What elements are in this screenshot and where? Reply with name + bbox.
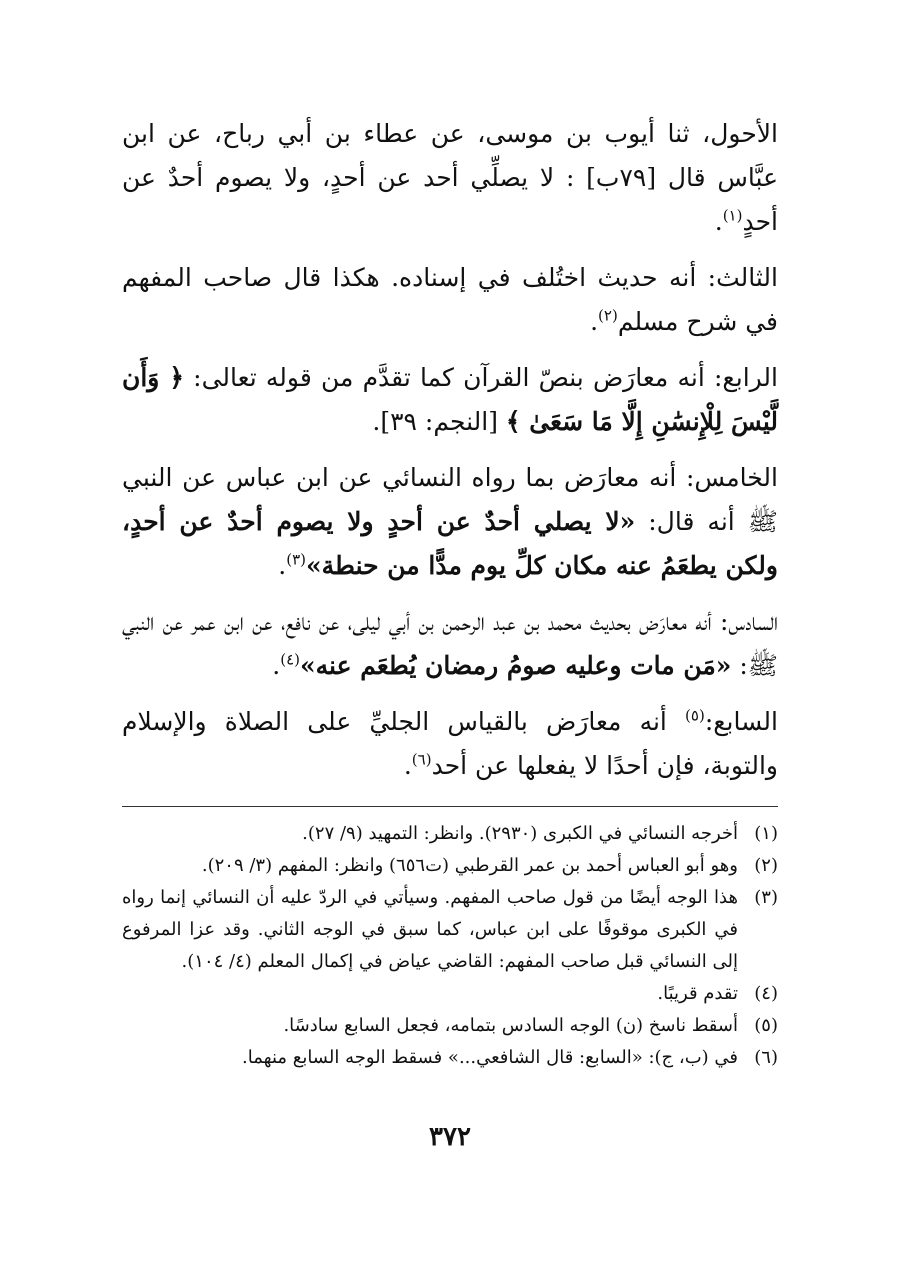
footnote (122, 978, 778, 1010)
footnote (122, 850, 778, 882)
footnote-number: (١) (754, 823, 778, 844)
paragraph-5 (122, 600, 778, 688)
paragraph-text: الثالث: أنه حديث اختُلف في إسناده. هكذا قال صاحب المفهم في شرح مسلم (122, 263, 778, 336)
footnote-number: (٣) (754, 887, 778, 908)
footnote-ref: (١) (722, 206, 743, 225)
verse-citation: [النجم: ٣٩]. (372, 407, 506, 436)
footnote (122, 1042, 778, 1074)
footnote-text: تقدم قريبًا. (657, 983, 738, 1004)
footnotes (122, 818, 778, 1074)
paragraph-text: الرابع: أنه معارَض بنصّ القرآن كما تقدَّم من قوله تعالى: (183, 363, 778, 392)
paragraph-4 (122, 456, 778, 588)
hadith-quote: «لا يصلي أحدٌ عن أحدٍ ولا يصوم أحدٌ عن أحدٍ، ولكن يطعَمُ عنه مكان كلِّ يوم مدًّا من حنطة» (122, 507, 778, 580)
paragraph-text: الأحول، ثنا أيوب بن موسى، عن عطاء بن أبي رباح، عن ابن عبَّاس قال [٧٩ب] : لا يصلِّي أحد عن أحدٍ، ولا يصوم أحدٌ عن أحدٍ (122, 119, 778, 236)
paragraph-1 (122, 112, 778, 244)
paragraph-lead: السابع: (704, 707, 778, 736)
paragraph-6 (122, 700, 778, 788)
paragraph-end: . (278, 551, 287, 580)
footnote-number: (٦) (754, 1047, 778, 1068)
paragraph-end: . (403, 751, 412, 780)
main-text (122, 112, 778, 800)
paragraph-2 (122, 256, 778, 344)
page-number: ٣٧٢ (429, 1122, 471, 1152)
footnote-text: في (ب، ج): «السابع: قال الشافعي...» فسقط الوجه السابع منهما. (242, 1047, 738, 1068)
footnote-ref: (٢) (598, 306, 618, 325)
footnote-ref: (٣) (286, 550, 307, 569)
paragraph-end: . (714, 207, 723, 236)
paragraph-text: أنه معارَض بالقياس الجليِّ على الصلاة والإسلام والتوبة، فإن أحدًا لا يفعلها عن أحد (122, 707, 778, 780)
footnote-number: (٢) (754, 855, 778, 876)
footnote (122, 818, 778, 850)
footnote-ref: (٦) (411, 750, 432, 769)
paragraph-end: . (590, 307, 599, 336)
footnote-number: (٥) (754, 1015, 778, 1036)
paragraph-text: الخامس: أنه معارَض بما رواه النسائي عن ابن عباس عن النبي ﷺ أنه قال: (122, 463, 778, 536)
paragraph-3 (122, 356, 778, 444)
hadith-quote: «مَن مات وعليه صومُ رمضان يُطعَم عنه» (300, 651, 732, 680)
footnote-number: (٤) (754, 983, 778, 1004)
paragraph-end: . (272, 651, 281, 680)
quran-verse: ﴿ وَأَن لَّيْسَ لِلْإِنسَٰنِ إِلَّا مَا سَعَىٰ ﴾ (122, 363, 778, 436)
footnote-divider (122, 806, 778, 807)
footnote (122, 882, 778, 978)
footnote-ref: (٥) (685, 706, 705, 725)
footnote-ref: (٤) (280, 650, 300, 669)
paragraph-text: السادس: أنه معارَض بحديث محمد بن عبد الرحمن بن أبي ليلى، عن نافع، عن ابن عمر عن النبي ﷺ: (122, 607, 778, 680)
footnote-text: أخرجه النسائي في الكبرى (٢٩٣٠). وانظر: التمهيد (٩/ ٢٧). (302, 823, 738, 844)
footnote (122, 1010, 778, 1042)
footnote-text: هذا الوجه أيضًا من قول صاحب المفهم. وسيأتي في الردّ عليه أن النسائي إنما رواه في الكبرى موقوفًا على ابن عباس، كما سبق في الوجه الثاني. وقد عزا المرفوع إلى النسائي قبل صاحب المفهم: القاضي عياض في إكمال المعلم (٤/ ١٠٤). (122, 887, 738, 972)
footnote-text: أسقط ناسخ (ن) الوجه السادس بتمامه، فجعل السابع سادسًا. (283, 1015, 738, 1036)
footnote-text: وهو أبو العباس أحمد بن عمر القرطبي (ت٦٥٦) وانظر: المفهم (٣/ ٢٠٩). (201, 855, 738, 876)
